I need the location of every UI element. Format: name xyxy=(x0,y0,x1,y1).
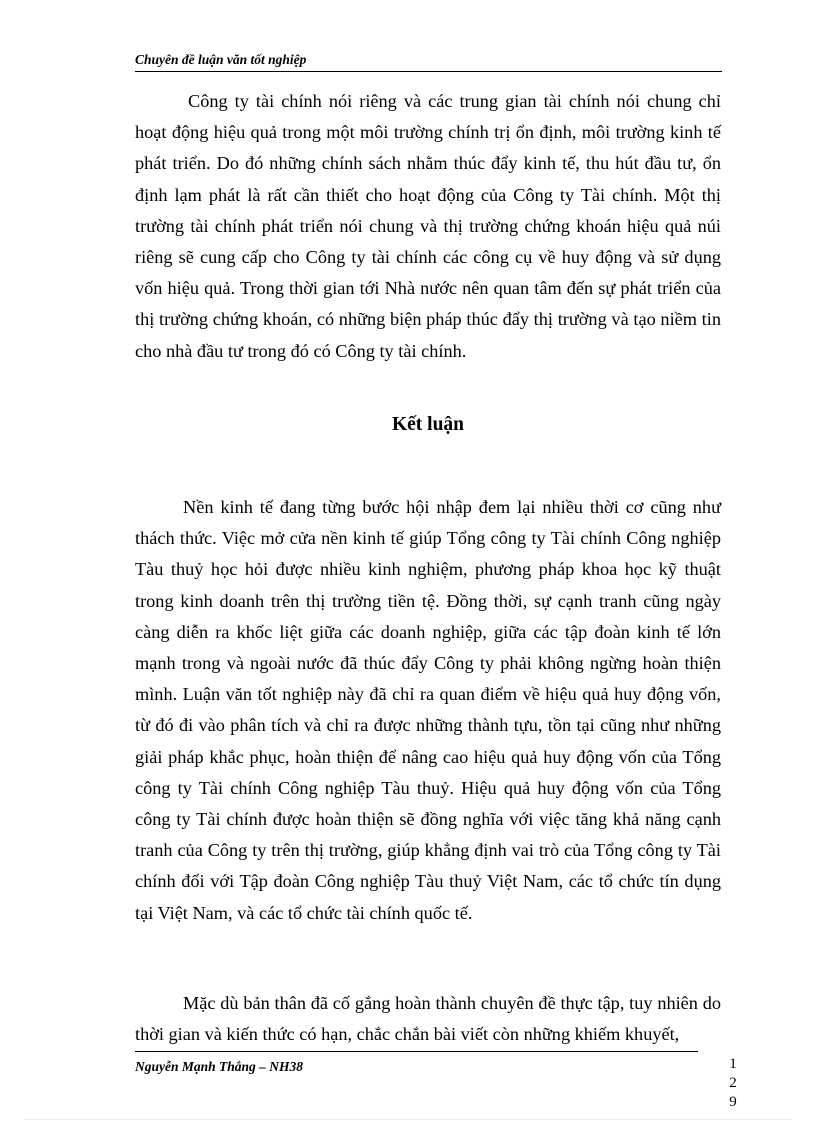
section-heading-conclusion: Kết luận xyxy=(391,414,465,435)
running-header xyxy=(135,51,722,72)
running-header-title: Chuyên đề luận văn tốt nghiệp xyxy=(135,52,307,67)
footer-divider xyxy=(135,1051,698,1052)
page-number: 129 xyxy=(729,1056,737,1110)
footer-author: Nguyễn Mạnh Thắng – NH38 xyxy=(135,1059,304,1074)
paragraph-conclusion: Nền kinh tế đang từng bước hội nhập đem lại nhiều thời cơ cũng như thách thức. Việc mở cửa nền kinh tế giúp Tổng công ty Tài chính Công nghiệp Tàu thuỷ học hỏi được nhiều kinh nghiệm, phương pháp khoa học kỹ thuật trong kinh doanh trên thị trường tiền tệ. Đồng thời, sự cạnh tranh cũng ngày càng diễn ra khốc liệt giữa các doanh nghiệp, giữa các tập đoàn kinh tế lớn mạnh trong và ngoài nước đã thúc đẩy Công ty phải không ngừng hoàn thiện mình. Luận văn tốt nghiệp này đã chỉ ra quan điểm về hiệu quả huy động vốn, từ đó đi vào phân tích và chỉ ra được những thành tựu, tồn tại cũng như những giải pháp khắc phục, hoàn thiện để nâng cao hiệu quả huy động vốn của Tổng công ty Tài chính Công nghiệp Tàu thuỷ. Hiệu quả huy động vốn của Tổng công ty Tài chính được hoàn thiện sẽ đồng nghĩa với việc tăng khả năng cạnh tranh của Công ty trên thị trường, giúp khẳng định vai trò của Tổng công ty Tài chính đối với Tập đoàn Công nghiệp Tàu thuỷ Việt Nam, các tổ chức tín dụng tại Việt Nam, và các tổ chức tài chính quốc tế. xyxy=(135,497,721,923)
paragraph-intro: Công ty tài chính nói riêng và các trung gian tài chính nói chung chỉ hoạt động hiệu quả trong một môi trường chính trị ổn định, môi trường kinh tế phát triển. Do đó những chính sách nhằm thúc đẩy kinh tế, thu hút đầu tư, ổn định lạm phát là rất cần thiết cho hoạt động của Công ty Tài chính. Một thị trường tài chính phát triển nói chung và thị trường chứng khoán hiệu quả núi riêng sẽ cung cấp cho Công ty tài chính các công cụ về huy động và sử dụng vốn hiệu quả. Trong thời gian tới Nhà nước nên quan tâm đến sự phát triển của thị trường chứng khoán, có những biện pháp thúc đẩy thị trường và tạo niềm tin cho nhà đầu tư trong đó có Công ty tài chính. xyxy=(135,91,721,361)
page-bottom-edge xyxy=(24,1119,792,1120)
paragraph-closing: Mặc dù bản thân đã cố gắng hoàn thành chuyên đề thực tập, tuy nhiên do thời gian và kiến thức có hạn, chắc chắn bài viết còn những khiếm khuyết, xyxy=(135,993,721,1045)
